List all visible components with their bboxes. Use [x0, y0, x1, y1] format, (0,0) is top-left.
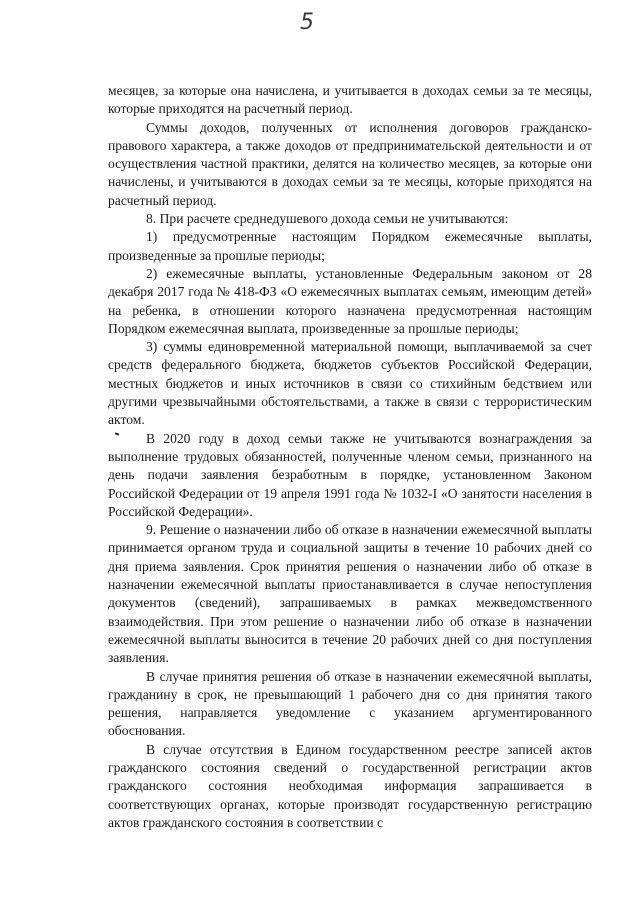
paragraph-item-8: 8. При расчете среднедушевого дохода семьи не учитываются:	[146, 211, 509, 227]
paragraph-item-8-1: 1) предусмотренные настоящим Порядком ежемесячные выплаты, произведенные за прошлые периоды;	[108, 229, 592, 263]
paragraph-continuation: месяцев, за которые она начислена, и учитывается в доходах семьи за те месяцы, которые приходятся на расчетный период.	[108, 83, 592, 117]
paragraph-2020-income: В 2020 году в доход семьи также не учитываются вознаграждения за выполнение трудовых обязанностей, полученные членом семьи, признанного на день подачи заявления безработным в порядке, установленном Законом Российской Федерации от 19 апреля 1991 года № 1032-I «О занятости населения в Российской Федерации».	[108, 430, 592, 519]
paragraph-item-9: 9. Решение о назначении либо об отказе в назначении ежемесячной выплаты принимается органом труда и социальной защиты в течение 10 рабочих дней со дня приема заявления. Срок принятия решения о назначении либо об отказе в назначении ежемесячной выплаты приостанавливается в случае непоступления документов (сведений), запрашиваемых в рамках межведомственного взаимодействия. При этом решение о назначении либо об отказе в назначении ежемесячной выплаты выносится в течение 20 рабочих дней со дня поступления заявления.	[108, 522, 592, 666]
page-number: 5	[300, 10, 314, 35]
paragraph-registry: В случае отсутствия в Едином государственном реестре записей актов гражданского состояния сведений о государственной регистрации актов гражданского состояния необходимая информация запрашивается в соответствующих органах, которые производят государственную регистрацию актов гражданского состояния в соответствии с	[108, 741, 592, 830]
paragraph-civil-contracts: Суммы доходов, полученных от исполнения договоров гражданско-правового характера, а также доходов от предпринимательской деятельности и от осуществления частной практики, делятся на количество месяцев, за которые они начислены, и учитываются в доходах семьи за те месяцы, которые приходятся на расчетный период.	[108, 119, 592, 208]
paragraph-item-8-2: 2) ежемесячные выплаты, установленные Федеральным законом от 28 декабря 2017 года № 418-ФЗ «О ежемесячных выплатах семьям, имеющим детей» на ребенка, в отношении которого назначена предусмотренная настоящим Порядком ежемесячная выплата, произведенные за прошлые периоды;	[108, 265, 592, 336]
document-body	[108, 82, 592, 832]
paragraph-refusal-notice: В случае принятия решения об отказе в назначении ежемесячной выплаты, гражданину в срок, не превышающий 1 рабочего дня со дня принятия такого решения, направляется уведомление с указанием аргументированного обоснования.	[108, 668, 592, 739]
paragraph-item-8-3: 3) суммы единовременной материальной помощи, выплачиваемой за счет средств федерального бюджета, бюджетов субъектов Российской Федерации, местных бюджетов и иных источников в связи со стихийным бедствием или другими чрезвычайными обстоятельствами, а также в связи с террористическим актом.	[108, 339, 592, 428]
